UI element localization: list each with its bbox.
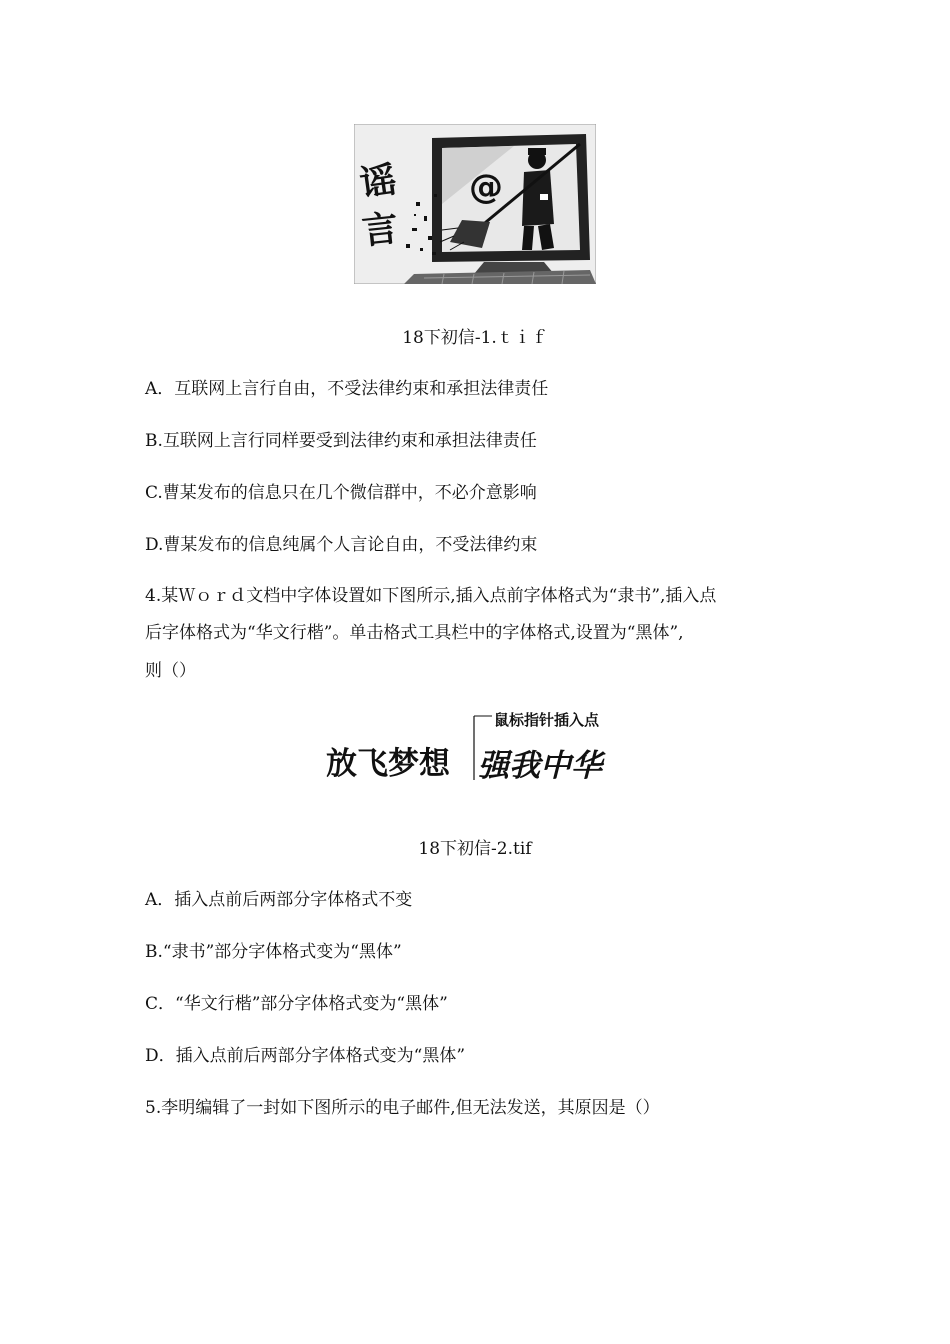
text-after-cursor: 强我中华 bbox=[478, 748, 602, 784]
rumor-char-1: 谣 bbox=[357, 159, 400, 206]
rumor-char-2: 言 bbox=[360, 208, 401, 253]
rumor-cartoon-figure bbox=[354, 124, 596, 284]
q4-option-b: B.“隶书”部分字体格式变为“黑体” bbox=[145, 942, 402, 962]
q4-option-a: A．插入点前后两部分字体格式不变 bbox=[145, 890, 413, 910]
figure2-caption: 18下初信-2.tif bbox=[418, 839, 532, 859]
q4-stem-line-1: 4.某Ｗｏｒｄ文档中字体设置如下图所示,插入点前字体格式为“隶书”,插入点 bbox=[145, 586, 717, 606]
q3-option-b: B.互联网上言行同样要受到法律约束和承担法律责任 bbox=[145, 431, 537, 451]
q4-stem-line-3: 则（） bbox=[145, 661, 196, 681]
at-symbol: @ bbox=[469, 167, 503, 207]
q4-option-c: C．“华文行楷”部分字体格式变为“黑体” bbox=[145, 994, 448, 1014]
figure1-caption: 18下初信-1.ｔｉｆ bbox=[402, 328, 548, 348]
q5-stem: 5.李明编辑了一封如下图所示的电子邮件,但无法发送，其原因是（） bbox=[145, 1098, 660, 1118]
q3-option-d: D.曹某发布的信息纯属个人言论自由，不受法律约束 bbox=[145, 535, 538, 555]
q3-option-c: C.曹某发布的信息只在几个微信群中，不必介意影响 bbox=[145, 483, 537, 503]
pointer-label: 鼠标指针插入点 bbox=[494, 711, 600, 729]
text-before-cursor: 放飞梦想 bbox=[326, 746, 450, 782]
q4-stem-line-2: 后字体格式为“华文行楷”。单击格式工具栏中的字体格式,设置为“黑体”, bbox=[145, 623, 684, 643]
q4-option-d: D．插入点前后两部分字体格式变为“黑体” bbox=[145, 1046, 466, 1066]
q3-option-a: A．互联网上言行自由，不受法律约束和承担法律责任 bbox=[145, 379, 549, 399]
font-sample-figure bbox=[322, 708, 628, 792]
